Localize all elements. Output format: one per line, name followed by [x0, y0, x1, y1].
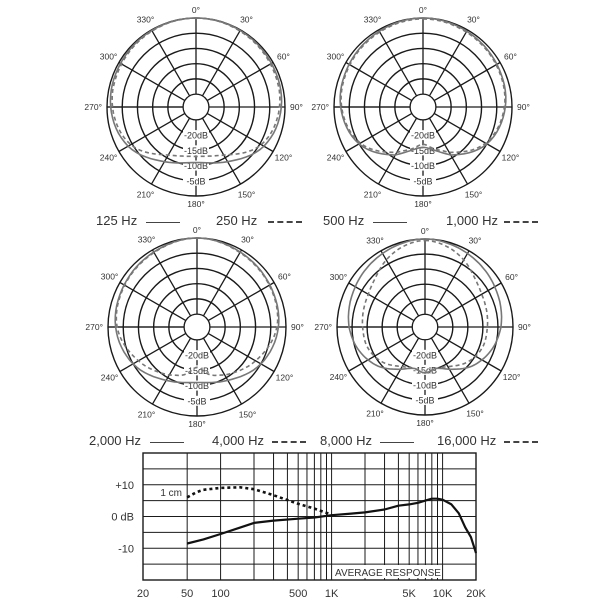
angle-label: 210° — [363, 189, 382, 200]
legend-16000hz-swatch — [504, 441, 538, 443]
angle-label: 60° — [278, 271, 291, 282]
ring-label: -5dB — [413, 176, 433, 187]
angle-label: 180° — [187, 199, 205, 209]
angle-label: 30° — [241, 234, 254, 245]
legend-125hz-label: 125 Hz — [96, 213, 138, 228]
angle-label: 330° — [136, 14, 155, 25]
angle-label: 150° — [237, 189, 256, 200]
polar-chart-2 — [311, 5, 529, 209]
angle-label: 300° — [326, 51, 345, 62]
angle-label: 210° — [366, 408, 384, 419]
angle-label: 270° — [85, 322, 103, 332]
angle-label: 60° — [504, 51, 517, 62]
ring-label: -5dB — [186, 176, 206, 187]
angle-label: 90° — [517, 102, 530, 112]
legend-500hz-label: 500 Hz — [323, 213, 365, 228]
angle-label: 90° — [290, 102, 303, 112]
legend-2000hz-swatch — [150, 442, 184, 443]
x-tick-label: 100 — [211, 588, 230, 600]
ring-label: -15dB — [412, 365, 438, 376]
ring-label: -20dB — [183, 130, 209, 141]
y-tick-label: -10 — [118, 543, 134, 556]
y-tick-label: +10 — [115, 479, 134, 492]
angle-label: 120° — [501, 152, 520, 163]
ring-label: -15dB — [410, 145, 436, 156]
ring-label: -10dB — [184, 381, 210, 392]
angle-label: 90° — [518, 322, 531, 332]
angle-label: 180° — [414, 199, 432, 209]
polar-chart-1 — [84, 5, 302, 209]
angle-label: 0° — [420, 226, 430, 236]
legend-2000hz-label: 2,000 Hz — [89, 433, 142, 448]
angle-label: 270° — [84, 102, 102, 112]
ring-label: -10dB — [412, 380, 438, 391]
x-tick-label: 10K — [432, 588, 453, 600]
angle-label: 330° — [137, 234, 156, 245]
angle-label: 240° — [326, 152, 345, 163]
angle-label: 240° — [329, 372, 348, 382]
ring-label: -20dB — [184, 350, 210, 361]
angle-label: 330° — [366, 235, 384, 246]
x-tick-label: 500 — [288, 588, 308, 600]
legend-250hz-swatch — [268, 221, 302, 223]
ring-label: -5dB — [415, 395, 435, 406]
angle-label: 0° — [192, 225, 202, 235]
legend-4000hz-label: 4,000 Hz — [212, 433, 265, 448]
angle-label: 90° — [291, 322, 304, 332]
angle-label: 210° — [137, 409, 156, 420]
ring-label: -10dB — [410, 161, 436, 172]
legend-1000hz-label: 1,000 Hz — [446, 213, 499, 228]
x-tick-label: 20K — [466, 588, 486, 600]
angle-label: 330° — [363, 14, 382, 25]
ring-label: -20dB — [410, 130, 436, 141]
angle-label: 60° — [277, 51, 290, 62]
polar-chart-3 — [85, 225, 303, 429]
ring-label: -15dB — [183, 145, 209, 156]
x-tick-label: 50 — [181, 588, 194, 600]
angle-label: 210° — [136, 189, 155, 200]
angle-label: 180° — [188, 419, 206, 429]
angle-label: 150° — [238, 409, 257, 420]
angle-label: 0° — [418, 5, 428, 15]
one-cm-label: 1 cm — [160, 488, 182, 499]
legend-250hz-label: 250 Hz — [216, 213, 258, 228]
angle-label: 0° — [191, 5, 201, 15]
angle-label: 120° — [274, 152, 293, 163]
angle-label: 270° — [311, 102, 329, 112]
angle-label: 60° — [505, 272, 519, 282]
angle-label: 30° — [467, 14, 480, 25]
x-tick-label: 1K — [324, 588, 339, 600]
legend-125hz-swatch — [146, 222, 180, 223]
legend-8000hz-swatch — [380, 442, 414, 443]
x-tick-label: 5K — [402, 588, 416, 600]
angle-label: 240° — [100, 372, 119, 383]
frequency-response-chart — [111, 453, 486, 600]
angle-label: 240° — [99, 152, 118, 163]
ring-label: -20dB — [412, 350, 438, 361]
angle-label: 150° — [466, 408, 484, 419]
legend-4000hz-swatch — [272, 441, 306, 443]
angle-label: 180° — [416, 418, 434, 428]
average-response-label: AVERAGE RESPONSE — [335, 568, 441, 579]
ring-label: -15dB — [184, 365, 210, 376]
legend-8000hz-label: 8,000 Hz — [320, 433, 373, 448]
angle-label: 270° — [314, 322, 332, 332]
x-tick-label: 20 — [136, 588, 150, 600]
angle-label: 120° — [275, 372, 294, 383]
angle-label: 300° — [99, 51, 118, 62]
ring-label: -5dB — [187, 396, 207, 407]
legend-1000hz-swatch — [504, 221, 538, 223]
angle-label: 120° — [502, 372, 521, 382]
angle-label: 30° — [468, 235, 482, 246]
angle-label: 150° — [464, 189, 483, 200]
ring-label: -10dB — [183, 161, 209, 172]
y-tick-label: 0 dB — [111, 511, 134, 524]
angle-label: 300° — [100, 271, 119, 282]
angle-label: 30° — [240, 14, 253, 25]
legend-16000hz-label: 16,000 Hz — [437, 433, 497, 448]
legend-500hz-swatch — [373, 222, 407, 223]
polar-chart-4 — [314, 226, 530, 428]
angle-label: 300° — [329, 272, 348, 282]
